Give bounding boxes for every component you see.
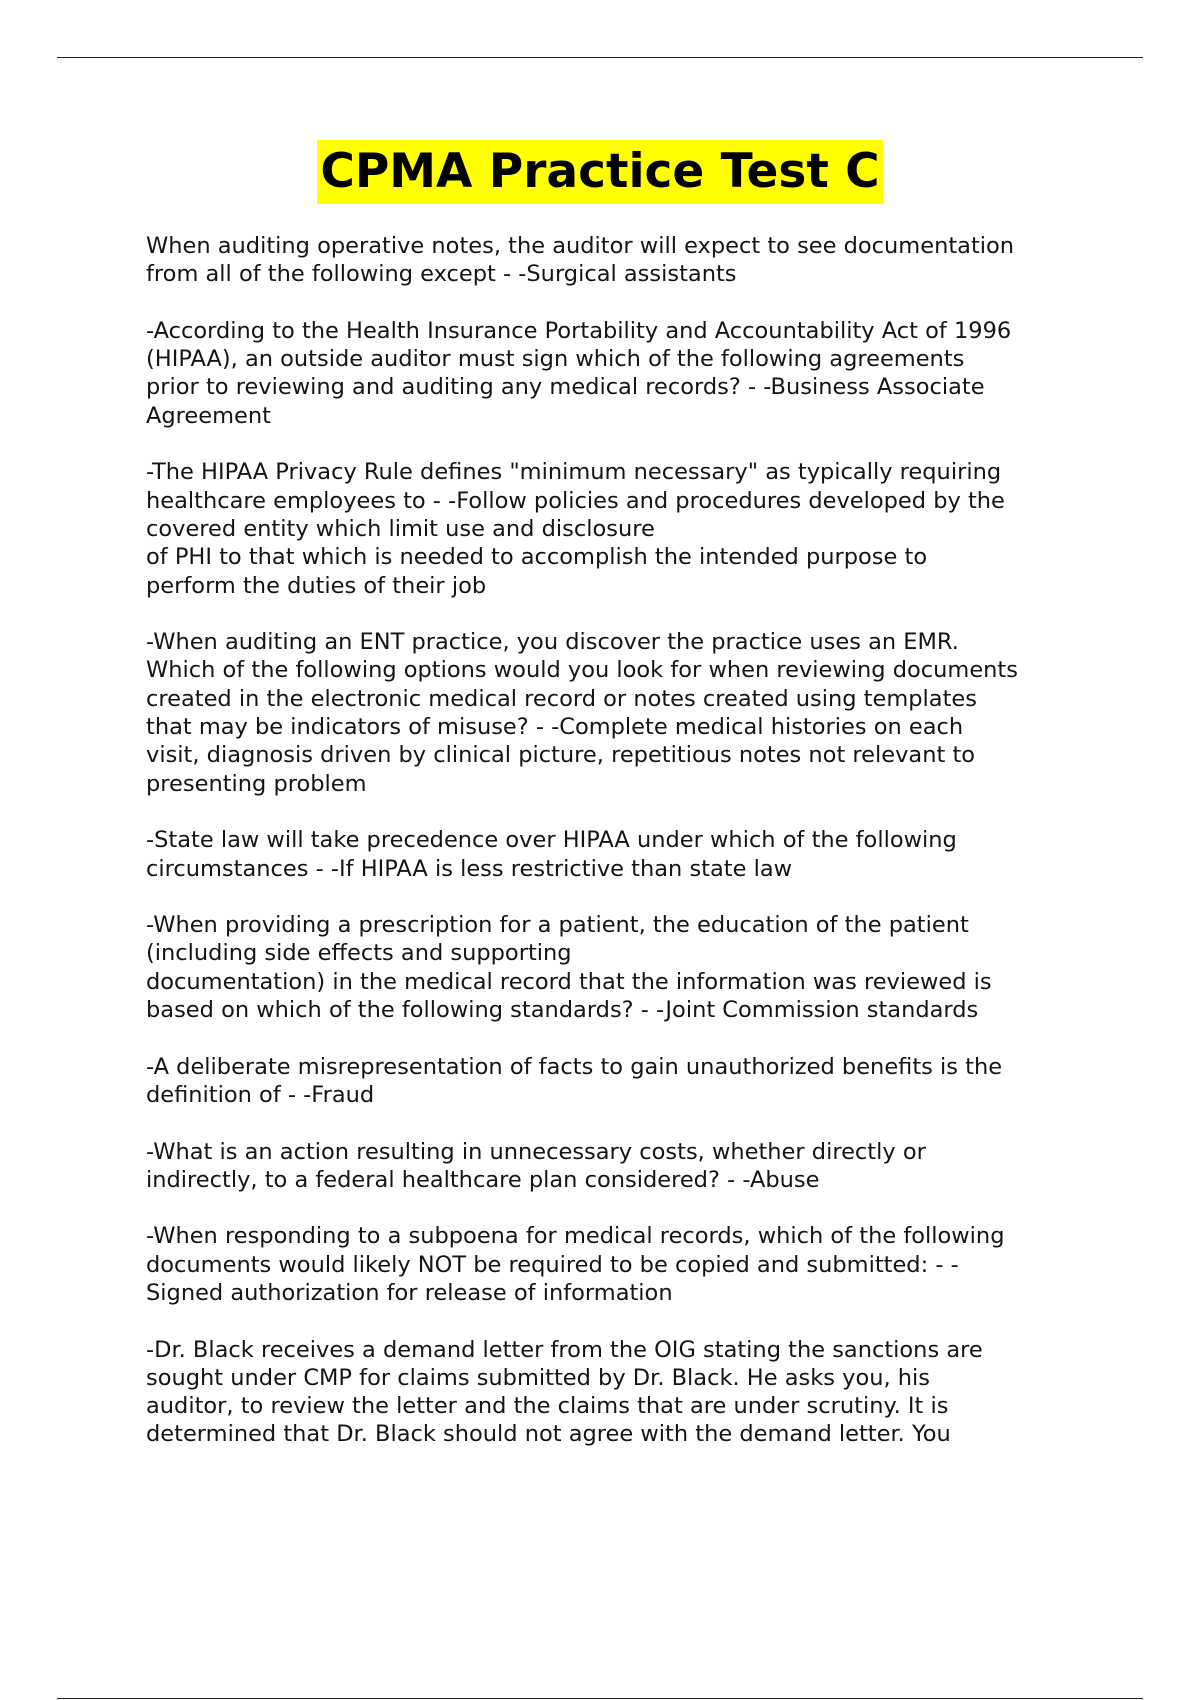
question-answer-10: -Dr. Black receives a demand letter from the OIG stating the sanctions are sought under CMP for claims submitted by Dr. Black. He asks you, his auditor, to review the letter and the claims that are under scrutiny. It is determined that Dr. Black should not agree with the demand letter. You <box>146 1336 983 1448</box>
title-container <box>0 140 1200 204</box>
document-body <box>146 232 1106 1477</box>
question-answer-3: -The HIPAA Privacy Rule defines "minimum necessary" as typically requiring healthcare employees to - -Follow policies and procedures developed by the covered entity which limit use and disclosure of PHI to that which is needed to accomplish the intended purpose to perform the duties of their job <box>146 459 1005 599</box>
question-answer-5: -State law will take precedence over HIPAA under which of the following circumstances - -If HIPAA is less restrictive than state law <box>146 827 957 882</box>
question-answer-7: -A deliberate misrepresentation of facts to gain unauthorized benefits is the definition of - -Fraud <box>146 1053 1003 1108</box>
question-answer-8: -What is an action resulting in unnecessary costs, whether directly or indirectly, to a federal healthcare plan considered? - -Abuse <box>146 1138 926 1193</box>
question-answer-4: -When auditing an ENT practice, you discover the practice uses an EMR. Which of the following options would you look for when reviewing documents created in the electronic medical record or notes created using templates that may be indicators of misuse? - -Complete medical histories on each visit, diagnosis driven by clinical picture, repetitious notes not relevant to presenting problem <box>146 629 1018 797</box>
question-answer-1: When auditing operative notes, the auditor will expect to see documentation from all of the following except - -Surgical assistants <box>146 233 1015 288</box>
question-answer-9: -When responding to a subpoena for medical records, which of the following documents would likely NOT be required to be copied and submitted: - - Signed authorization for release of information <box>146 1223 1005 1306</box>
header-rule <box>57 57 1143 58</box>
footer-rule <box>57 1698 1143 1699</box>
document-title: CPMA Practice Test C <box>317 140 882 204</box>
question-answer-6: -When providing a prescription for a patient, the education of the patient (including side effects and supporting documentation) in the medical record that the information was reviewed is based on which of the following standards? - -Joint Commission standards <box>146 912 992 1024</box>
question-answer-2: -According to the Health Insurance Portability and Accountability Act of 1996 (HIPAA), an outside auditor must sign which of the following agreements prior to reviewing and auditing any medical records? - -Business Associate Agreement <box>146 317 1012 429</box>
